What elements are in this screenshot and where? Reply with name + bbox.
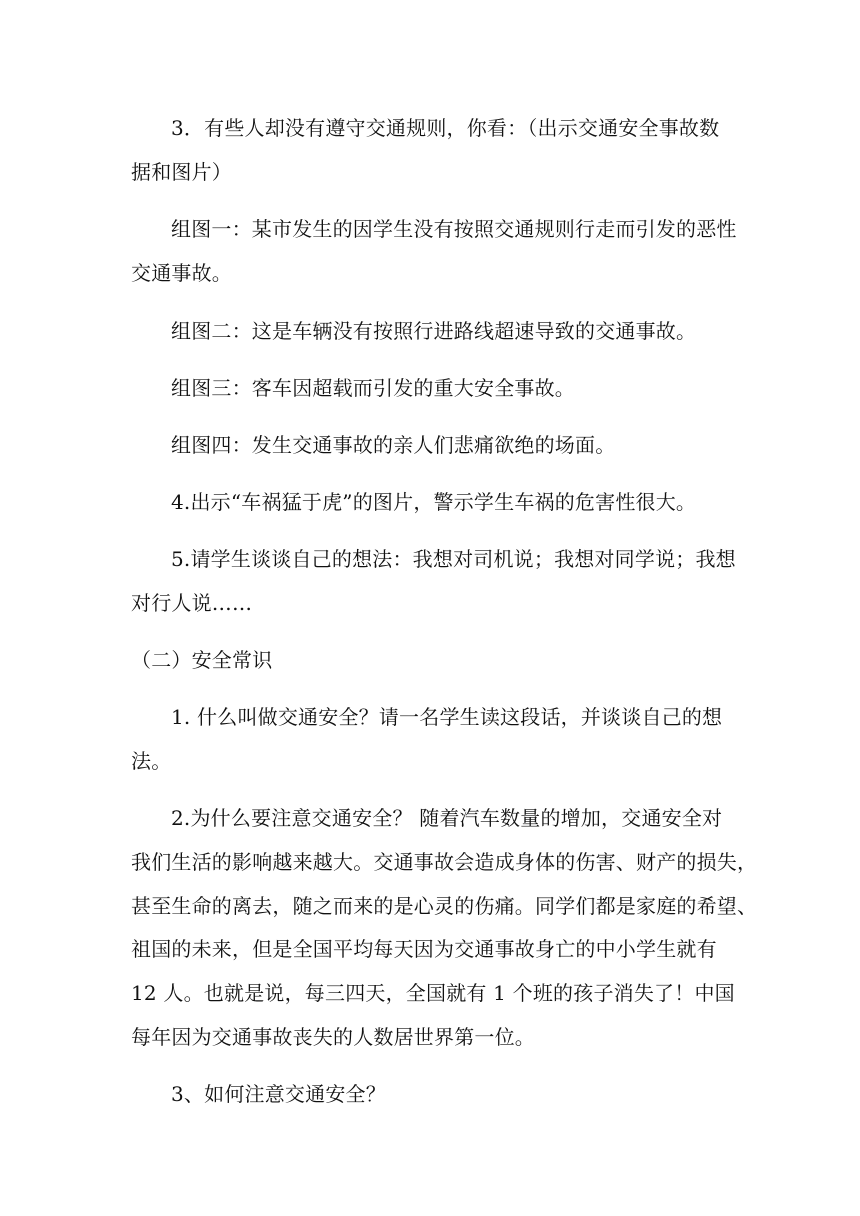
paragraph-line: 据和图片） — [131, 160, 232, 184]
paragraph-line: 12 人。也就是说，每三四天，全国就有 1 个班的孩子消失了！中国 — [131, 981, 735, 1005]
paragraph-line: 祖国的未来，但是全国平均每天因为交通事故身亡的中小学生就有 — [131, 937, 717, 961]
paragraph-line: 3、如何注意交通安全？ — [171, 1082, 386, 1106]
section-heading: （二）安全常识 — [131, 648, 273, 672]
paragraph-line: 组图三：客车因超载而引发的重大安全事故。 — [171, 376, 575, 400]
paragraph-line: 组图四：发生交通事故的亲人们悲痛欲绝的场面。 — [171, 433, 616, 457]
paragraph-line: 3．有些人却没有遵守交通规则，你看：（出示交通安全事故数 — [171, 116, 720, 140]
paragraph-line: 法。 — [131, 749, 172, 773]
paragraph-line: 交通事故。 — [131, 261, 232, 285]
paragraph-line: 我们生活的影响越来越大。交通事故会造成身体的伤害、财产的损失， — [131, 850, 758, 874]
paragraph-line: 组图二：这是车辆没有按照行进路线超速导致的交通事故。 — [171, 319, 697, 343]
paragraph-line: 5.请学生谈谈自己的想法：我想对司机说；我想对同学说；我想 — [171, 547, 736, 571]
paragraph-line: 1. 什么叫做交通安全？请一名学生读这段话，并谈谈自己的想 — [171, 705, 723, 729]
paragraph-line: 每年因为交通事故丧失的人数居世界第一位。 — [131, 1025, 535, 1049]
paragraph-line: 4.出示“车祸猛于虎”的图片，警示学生车祸的危害性很大。 — [171, 490, 697, 514]
paragraph-line: 2.为什么要注意交通安全？ 随着汽车数量的增加，交通安全对 — [171, 806, 723, 830]
paragraph-line: 对行人说…… — [131, 591, 253, 615]
paragraph-line: 组图一：某市发生的因学生没有按照交通规则行走而引发的恶性 — [171, 217, 737, 241]
paragraph-line: 甚至生命的离去，随之而来的是心灵的伤痛。同学们都是家庭的希望、 — [131, 894, 758, 918]
